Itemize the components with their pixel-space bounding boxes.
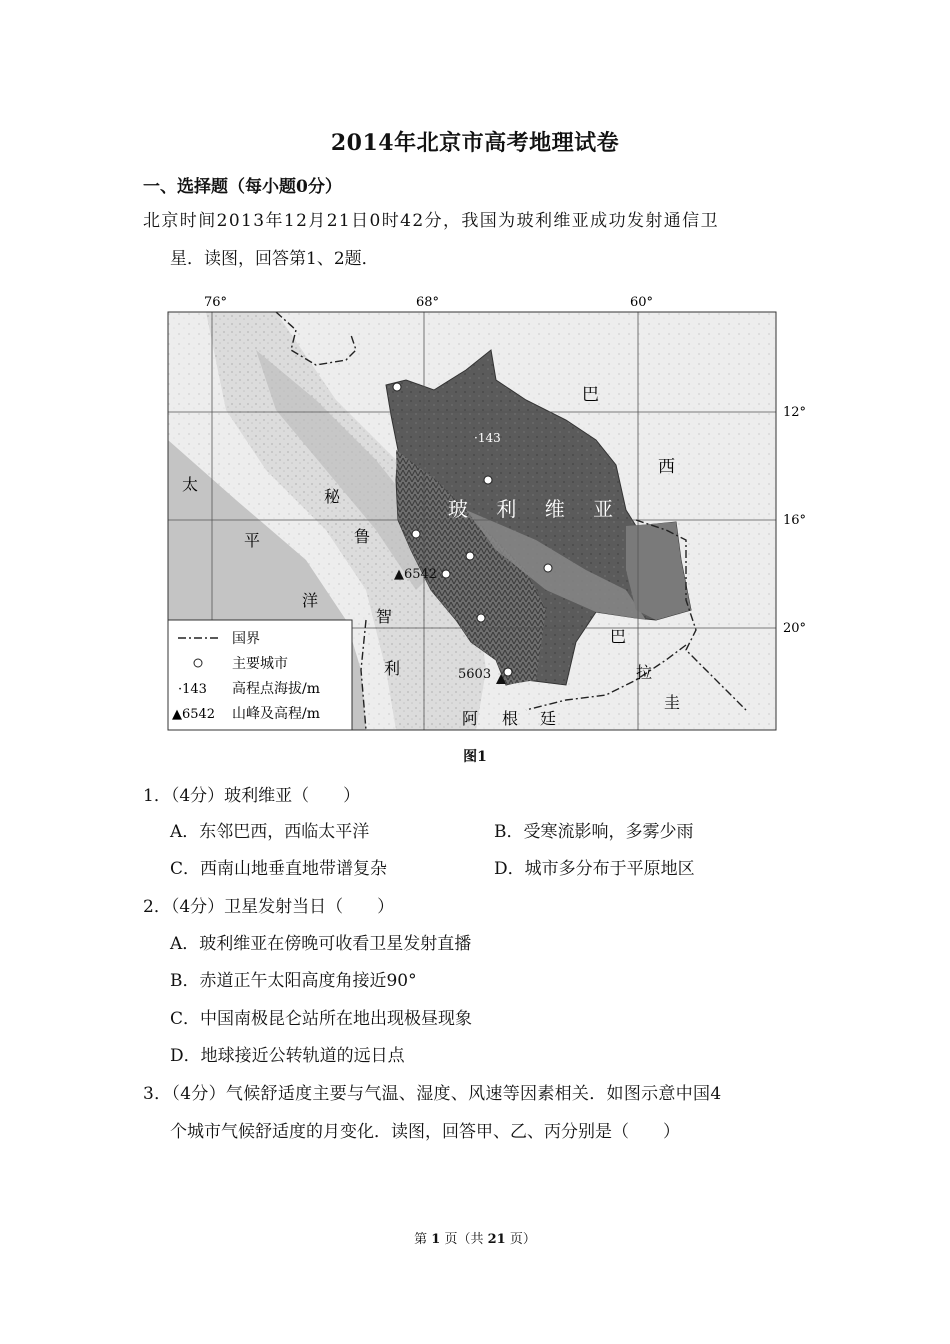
footer-suffix: 页） (509, 1232, 536, 1247)
footer-total-pages: 21 (487, 1232, 506, 1247)
bolivia-char-1: 玻 (448, 497, 474, 521)
city-legend-icon (194, 659, 202, 667)
map-body (168, 312, 776, 730)
q1-option-d: D．城市多分布于平原地区 (494, 859, 695, 879)
bolivia-label (448, 497, 619, 521)
lat-label-12: 12° (783, 405, 807, 420)
footer-page-number: 1 (431, 1232, 441, 1247)
city-marker (466, 552, 474, 560)
footer-middle: 页（共 (444, 1232, 484, 1247)
map-svg (166, 290, 816, 732)
footer-prefix: 第 (414, 1232, 428, 1247)
argentina-char-2: 根 (502, 709, 519, 728)
lat-label-20: 20° (783, 621, 807, 636)
city-marker (412, 530, 420, 538)
legend-border: 国界 (232, 631, 260, 647)
pacific-char-1: 太 (182, 475, 199, 494)
q1-option-a: A．东邻巴西，西临太平洋 (170, 822, 370, 842)
legend-city: 主要城市 (232, 656, 288, 672)
legend-peak: 山峰及高程/m (232, 706, 320, 722)
question-3-stem-line-1: 3．（4分）气候舒适度主要与气温、湿度、风速等因素相关．如图示意中国4 (143, 1084, 722, 1104)
peru-char-1: 秘 (324, 487, 341, 506)
q1-option-c: C．西南山地垂直地带谱复杂 (170, 859, 388, 879)
figure-caption: 图1 (463, 749, 487, 765)
intro-line-1: 北京时间2013年12月21日0时42分，我国为玻利维亚成功发射通信卫 (143, 211, 719, 231)
section-heading: 一、选择题（每小题0分） (143, 177, 342, 197)
map-legend (168, 620, 352, 730)
lat-label-16: 16° (783, 513, 807, 528)
q2-option-c: C．中国南极昆仑站所在地出现极昼现象 (170, 1009, 473, 1029)
peak-5603-label: 5603 (458, 667, 492, 682)
bolivia-char-4: 亚 (593, 497, 620, 521)
pacific-char-3: 洋 (302, 591, 319, 610)
legend-peak-symbol: ▲6542 (172, 707, 216, 722)
page-title: 2014年北京市高考地理试卷 (330, 130, 620, 156)
paraguay-char-2: 拉 (636, 663, 653, 682)
lon-label-76: 76° (204, 295, 228, 310)
legend-elevation: 高程点海拔/m (232, 681, 320, 697)
city-marker (477, 614, 485, 622)
intro-line-2: 星．读图，回答第1、2题． (170, 249, 379, 269)
pacific-char-2: 平 (244, 531, 261, 550)
bolivia-map-figure (166, 290, 816, 732)
question-2-stem: 2．（4分）卫星发射当日（ ） (143, 897, 395, 917)
q2-option-a: A．玻利维亚在傍晚可收看卫星发射直播 (170, 934, 472, 954)
city-marker (544, 564, 552, 572)
city-marker (504, 668, 512, 676)
q2-option-b: B．赤道正午太阳高度角接近90° (170, 971, 417, 991)
city-marker (442, 570, 450, 578)
brazil-char-1: 巴 (582, 385, 599, 405)
question-1-stem: 1．（4分）玻利维亚（ ） (143, 786, 361, 806)
peru-char-2: 鲁 (354, 527, 371, 546)
chile-char-2: 利 (384, 659, 401, 678)
spot-elevation-label: ·143 (474, 431, 501, 445)
city-marker (393, 383, 401, 391)
brazil-char-2: 西 (658, 457, 675, 477)
chile-char-1: 智 (376, 607, 393, 626)
lon-label-60: 60° (630, 295, 654, 310)
page-footer (0, 1228, 950, 1247)
bolivia-char-2: 利 (496, 497, 523, 521)
q1-option-b: B．受寒流影响，多雾少雨 (494, 822, 694, 842)
argentina-char-1: 阿 (462, 709, 479, 728)
city-marker (484, 476, 492, 484)
peak-6542-label: ▲6542 (394, 567, 438, 582)
bolivia-char-3: 维 (544, 497, 571, 521)
q2-option-d: D．地球接近公转轨道的远日点 (170, 1046, 405, 1066)
argentina-char-3: 廷 (540, 709, 557, 728)
lon-label-68: 68° (416, 295, 440, 310)
legend-elev-symbol: ·143 (178, 682, 207, 697)
paraguay-char-1: 巴 (610, 627, 627, 646)
question-3-stem-line-2: 个城市气候舒适度的月变化．读图，回答甲、乙、丙分别是（ ） (170, 1122, 680, 1142)
paraguay-char-3: 圭 (664, 693, 681, 712)
